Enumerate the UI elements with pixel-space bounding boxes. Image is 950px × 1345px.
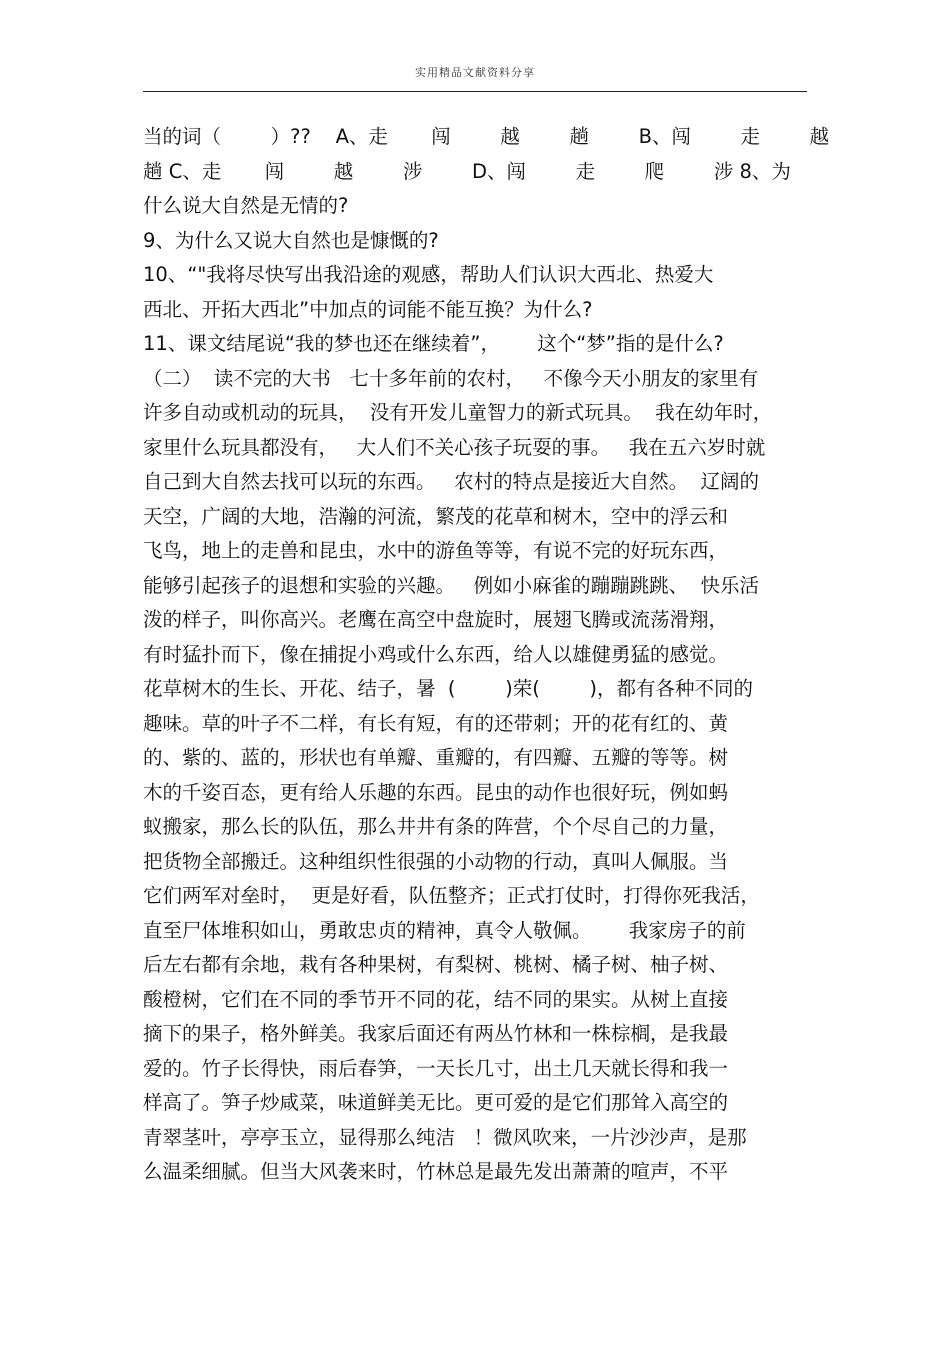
page-header: 实用精品文献资料分享 bbox=[415, 66, 535, 79]
text-line: 青翠茎叶，亭亭玉立，显得那么纯洁 ！微风吹来，一片沙沙声，是那 bbox=[143, 1125, 747, 1149]
text-line: 酸橙树，它们在不同的季节开不同的花，结不同的果实。从树上直接 bbox=[143, 987, 729, 1011]
text-line: 把货物全部搬迁。这种组织性很强的小动物的行动，真叫人佩服。当 bbox=[143, 849, 729, 873]
text-line: 直至尸体堆积如山，勇敢忠贞的精神，真令人敬佩。 我家房子的前 bbox=[143, 918, 746, 942]
text-line: 当的词（ ）?? A、走 闯 越 趟 B、闯 走 越 bbox=[143, 125, 830, 148]
text-line: 西北、开拓大西北”中加点的词能不能互换？为什么? bbox=[143, 297, 593, 321]
text-line: 后左右都有余地，栽有各种果树，有梨树、桃树、橘子树、柚子树、 bbox=[143, 953, 729, 976]
body-text bbox=[143, 120, 830, 1190]
text-line: 它们两军对垒时， 更是好看，队伍整齐；正式打仗时，打得你死我活， bbox=[143, 884, 760, 907]
text-line: 爱的。竹子长得快，雨后春笋，一天长几寸，出土几天就长得和我一 bbox=[143, 1056, 729, 1080]
text-line: 木的千姿百态，更有给人乐趣的东西。昆虫的动作也很好玩，例如蚂 bbox=[143, 780, 729, 804]
text-line: 9、为什么又说大自然也是慷慨的? bbox=[143, 228, 439, 252]
text-line: 的、紫的、蓝的，形状也有单瓣、重瓣的，有四瓣、五瓣的等等。树 bbox=[143, 746, 729, 769]
text-line: 什么说大自然是无情的? bbox=[143, 194, 349, 217]
text-line: 泼的样子，叫你高兴。老鹰在高空中盘旋时，展翅飞腾或流荡滑翔， bbox=[143, 608, 729, 631]
text-line: 11、课文结尾说“我的梦也还在继续着”， 这个“梦”指的是什么? bbox=[143, 332, 724, 355]
text-line: 飞鸟，地上的走兽和昆虫，水中的游鱼等等，有说不完的好玩东西， bbox=[143, 539, 729, 562]
text-line: 么温柔细腻。但当大风袭来时，竹林总是最先发出萧萧的喧声，不平 bbox=[143, 1160, 729, 1183]
text-line: 能够引起孩子的退想和实验的兴趣。 例如小麻雀的蹦蹦跳跳、 快乐活 bbox=[143, 573, 759, 597]
text-line: 蚁搬家，那么长的队伍，那么井井有条的阵营，个个尽自己的力量， bbox=[143, 815, 729, 838]
text-line: 许多自动或机动的玩具， 没有开发儿童智力的新式玩具。 我在幼年时， bbox=[143, 401, 773, 424]
text-line: 趣味。草的叶子不二样，有长有短，有的还带刺；开的花有红的、黄 bbox=[143, 711, 729, 735]
text-line: 样高了。笋子炒咸菜，味道鲜美无比。更可爱的是它们那耸入高空的 bbox=[143, 1091, 729, 1114]
header-divider bbox=[143, 91, 807, 92]
text-line: 有时猛扑而下，像在捕捉小鸡或什么东西，给人以雄健勇猛的感觉。 bbox=[143, 642, 729, 666]
text-line: 自己到大自然去找可以玩的东西。 农村的特点是接近大自然。 辽阔的 bbox=[143, 470, 759, 493]
text-line: 家里什么玩具都没有， 大人们不关心孩子玩耍的事。 我在五六岁时就 bbox=[143, 435, 766, 459]
text-line: 天空，广阔的大地，浩瀚的河流，繁茂的花草和树木，空中的浮云和 bbox=[143, 504, 729, 528]
text-line: 花草树木的生长、开花、结子，暑 ( )荣( )，都有各种不同的 bbox=[143, 677, 754, 700]
text-line: 趟 C、走 闯 越 涉 D、闯 走 爬 涉 8、为 bbox=[143, 159, 791, 183]
text-line: 10、“"我将尽快写出我沿途的观感，帮助人们认识大西北、热爱大 bbox=[143, 263, 714, 286]
text-line: 摘下的果子，格外鲜美。我家后面还有两丛竹林和一株棕榈，是我最 bbox=[143, 1022, 729, 1045]
text-line: （二） 读不完的大书 七十多年前的农村， 不像今天小朋友的家里有 bbox=[143, 366, 759, 390]
